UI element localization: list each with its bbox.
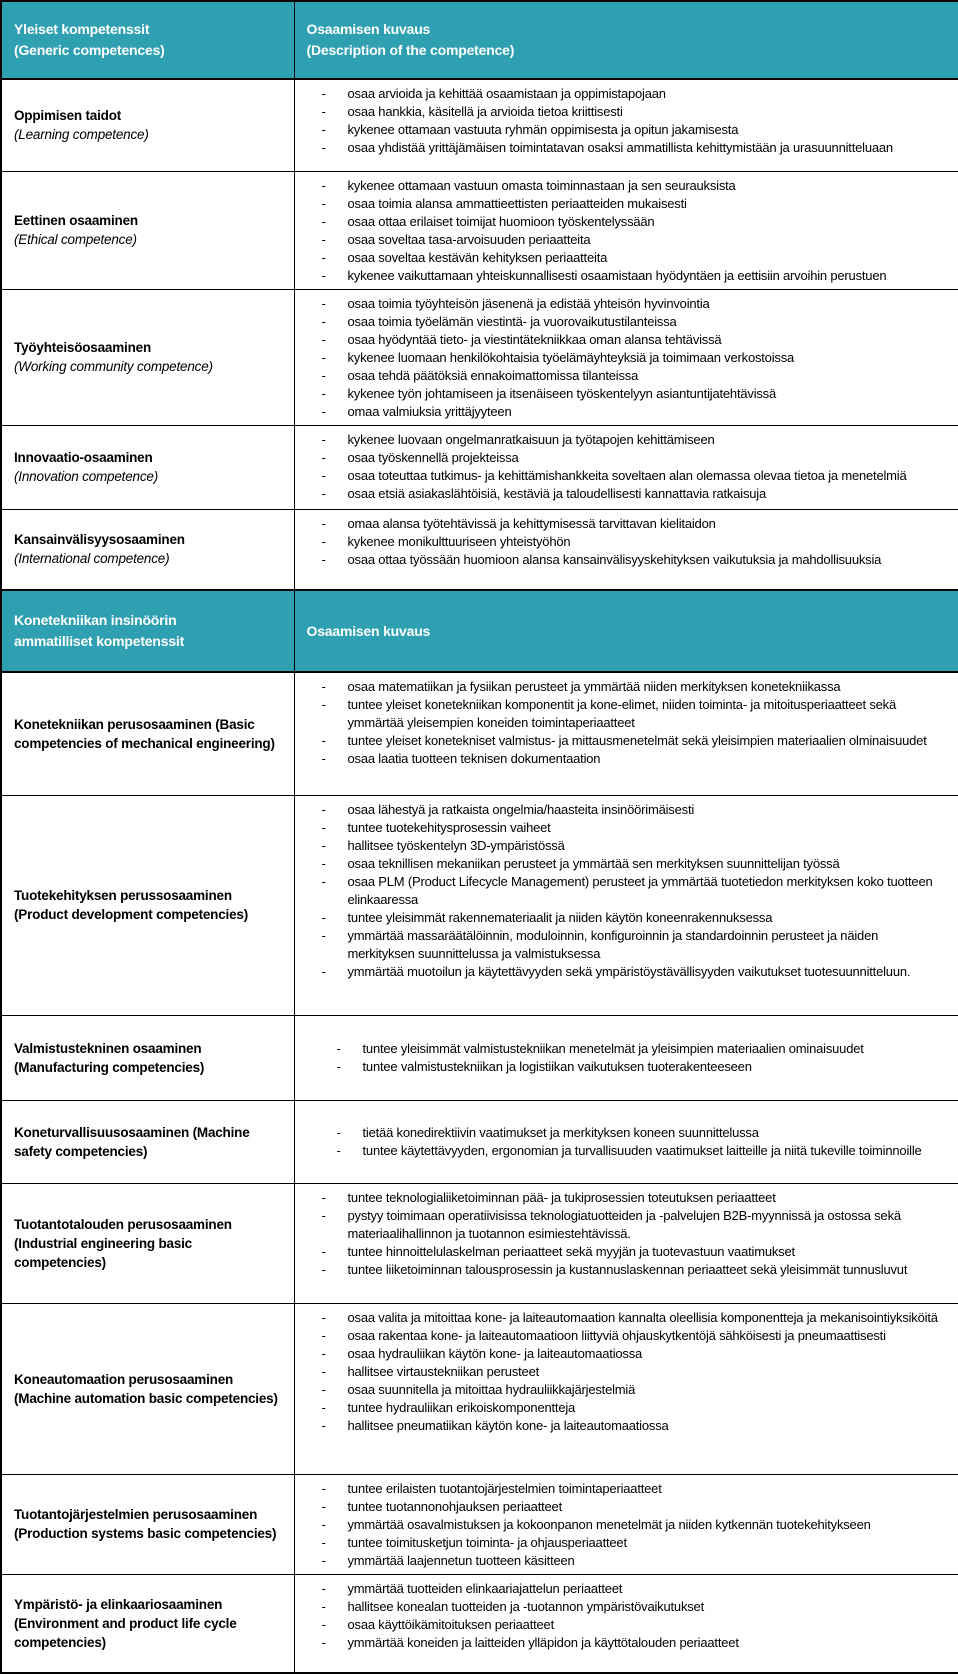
bullet-dash: -	[321, 267, 326, 283]
competence-subtitle: (Working community competence)	[14, 359, 213, 374]
bullet-item	[295, 1399, 945, 1417]
competence-description-cell	[294, 672, 958, 795]
competence-title-cell	[1, 672, 294, 795]
bullet-item	[295, 121, 945, 139]
bullet-item	[295, 313, 945, 331]
bullet-dash: -	[321, 1480, 326, 1496]
bullet-dash: -	[321, 331, 326, 347]
bullet-text: osaa hankkia, käsitellä ja arvioida tietoa kriittisesti	[347, 104, 623, 119]
bullet-item	[295, 485, 945, 503]
competence-title-cell	[1, 1303, 294, 1474]
bullet-dash: -	[321, 349, 326, 365]
bullet-text: tuntee yleisimmät rakennemateriaalit ja niiden käytön koneenrakennuksessa	[347, 909, 773, 925]
bullet-item	[295, 1243, 945, 1261]
bullet-text: tuntee yleiset konetekniikan komponentit ja kone-elimet, niiden toiminta- ja mitoitusperiaatteet sekä ymmärtää yleisempien koneiden toimintaperiaatteet	[347, 697, 896, 730]
bullet-text: kykenee työn johtamiseen ja itsenäiseen työskentelyyn asiantuntijatehtävissä	[347, 385, 777, 401]
bullet-item	[295, 909, 945, 927]
competence-description-cell	[294, 795, 958, 1015]
bullet-dash: -	[321, 485, 326, 501]
bullet-text: tuntee liiketoiminnan talousprosessin ja kustannuslaskennan periaatteet sekä yleisimmät tunnusluvut	[347, 1261, 908, 1277]
bullet-item	[295, 1534, 945, 1552]
bullet-dash: -	[336, 1125, 341, 1140]
bullet-dash: -	[321, 1598, 326, 1614]
bullet-text: ymmärtää muotoilun ja käytettävyyden sekä ympäristöystävällisyyden vaikutukset tuotesuunnitteluun.	[347, 963, 911, 979]
bullet-text: osaa toimia työelämän viestintä- ja vuorovaikutustilanteissa	[347, 313, 677, 329]
competence-description-cell	[294, 1574, 958, 1673]
bullet-text: kykenee monikulttuuriseen yhteistyöhön	[347, 533, 571, 549]
bullet-dash: -	[321, 1516, 326, 1532]
bullet-item	[295, 1345, 945, 1363]
bullet-dash: -	[321, 515, 326, 531]
bullet-text: omaa valmiuksia yrittäjyyteen	[347, 403, 512, 419]
bullet-text: osaa soveltaa tasa-arvoisuuden periaatteita	[347, 231, 591, 247]
bullet-item	[295, 431, 945, 449]
competence-row	[1, 289, 958, 425]
bullet-text: tuntee yleiset konetekniset valmistus- ja mittausmenetelmät sekä yleisimpien materiaalien olminaisuudet	[347, 733, 927, 748]
bullet-item	[295, 249, 945, 267]
bullet-dash: -	[321, 1580, 326, 1596]
competence-description-cell	[294, 1303, 958, 1474]
bullet-dash: -	[321, 837, 326, 853]
bullet-dash: -	[321, 551, 326, 567]
competence-title: Tuotantojärjestelmien perusosaaminen (Production systems basic competencies)	[14, 1507, 277, 1541]
bullet-dash: -	[321, 1363, 326, 1379]
bullet-dash: -	[321, 533, 326, 549]
bullet-dash: -	[321, 733, 326, 748]
bullet-dash: -	[321, 855, 326, 871]
bullet-dash: -	[321, 1309, 326, 1325]
bullet-dash: -	[321, 249, 326, 265]
generic-competences-body	[1, 79, 958, 590]
generic-competences-header-row	[1, 1, 958, 79]
competence-title-cell	[1, 1574, 294, 1673]
competence-row	[1, 795, 958, 1015]
bullet-text: tuntee tuotannonohjauksen periaatteet	[347, 1498, 563, 1514]
bullet-dash: -	[321, 313, 326, 329]
bullet-text: omaa alansa työtehtävissä ja kehittymisessä tarvittavan kielitaidon	[347, 515, 716, 531]
bullet-item	[295, 1616, 945, 1634]
bullet-item	[295, 1634, 945, 1652]
bullet-item	[295, 1309, 945, 1327]
bullet-dash: -	[321, 1327, 326, 1343]
competence-subtitle: (Learning competence)	[14, 127, 149, 143]
bullet-text: osaa teknillisen mekaniikan perusteet ja ymmärtää sen merkityksen suunnittelijan työssä	[347, 855, 840, 871]
competence-row	[1, 1574, 958, 1673]
bullet-item	[295, 1040, 945, 1058]
competence-title: Oppimisen taidot	[14, 108, 122, 124]
bullet-item	[295, 1580, 945, 1598]
bullet-dash: -	[321, 697, 326, 712]
bullet-item	[295, 1058, 945, 1076]
bullet-dash: -	[321, 231, 326, 247]
bullet-text: osaa soveltaa kestävän kehityksen periaatteita	[347, 249, 608, 265]
bullet-item	[295, 177, 945, 195]
bullet-dash: -	[336, 1041, 341, 1056]
header-title-en: (Description of the competence)	[306, 42, 515, 58]
bullet-dash: -	[321, 467, 326, 483]
professional-competences-table	[0, 589, 958, 1674]
bullet-item	[295, 195, 945, 213]
bullet-text: osaa yhdistää yrittäjämäisen toimintatavan osaksi ammatillista kehittymistään ja urasuunnitteluaan	[347, 140, 893, 155]
bullet-text: ymmärtää tuotteiden elinkaariajattelun periaatteet	[347, 1580, 623, 1596]
bullet-dash: -	[321, 140, 326, 155]
professional-competences-header-row	[1, 590, 958, 672]
bullet-dash: -	[321, 1345, 326, 1361]
bullet-text: pystyy toimimaan operatiivisissa teknologiatuotteiden ja -palvelujen B2B-myynnissä ja ostossa sekä materiaalihallinnon ja tuotannon esimiestehtävissä.	[347, 1207, 901, 1241]
bullet-text: osaa käyttöikämitoituksen periaatteet	[347, 1616, 554, 1632]
bullet-text: osaa suunnitella ja mitoittaa hydrauliikkajärjestelmiä	[347, 1381, 636, 1397]
bullet-text: hallitsee virtaustekniikan perusteet	[347, 1363, 540, 1379]
competence-title-cell	[1, 1183, 294, 1303]
bullet-text: osaa arvioida ja kehittää osaamistaan ja oppimistapojaan	[347, 86, 666, 101]
bullet-item	[295, 801, 945, 819]
bullet-item	[295, 1417, 945, 1435]
bullet-text: ymmärtää osavalmistuksen ja kokoonpanon menetelmät ja niiden kytkennän tuotekehitykseen	[347, 1516, 871, 1532]
bullet-text: kykenee ottamaan vastuuta ryhmän oppimisesta ja opitun jakamisesta	[347, 122, 739, 137]
competence-description-cell	[294, 509, 958, 590]
bullet-text: osaa toteuttaa tutkimus- ja kehittämishankkeita soveltaen alan olemassa olevaa tietoa ja menetelmiä	[347, 467, 907, 483]
bullet-text: osaa valita ja mitoittaa kone- ja laiteautomaation kannalta oleellisia komponentteja ja mekanisointiyksiköitä	[347, 1309, 938, 1325]
competence-row	[1, 1183, 958, 1303]
bullet-item	[295, 231, 945, 249]
competence-description-cell	[294, 171, 958, 289]
bullet-dash: -	[321, 1243, 326, 1259]
bullet-item	[295, 331, 945, 349]
bullet-dash: -	[321, 367, 326, 383]
bullet-text: tuntee erilaisten tuotantojärjestelmien toimintaperiaatteet	[347, 1480, 662, 1496]
bullet-text: osaa laatia tuotteen teknisen dokumentaation	[347, 751, 601, 766]
bullet-text: ymmärtää massaräätälöinnin, moduloinnin, konfiguroinnin ja standardoinnin perusteet ja näiden merkityksen suunnittelussa ja valmistuksessa	[347, 927, 879, 961]
bullet-item	[295, 819, 945, 837]
competence-title: Innovaatio-osaaminen	[14, 450, 153, 465]
bullet-dash: -	[336, 1059, 341, 1074]
bullet-dash: -	[321, 295, 326, 311]
competence-title-cell	[1, 795, 294, 1015]
bullet-text: osaa matematiikan ja fysiikan perusteet ja ymmärtää niiden merkityksen konetekniikassa	[347, 679, 841, 694]
bullet-item	[295, 385, 945, 403]
description-header-cell	[294, 1, 958, 79]
bullet-dash: -	[321, 86, 326, 101]
generic-competences-header-cell	[1, 1, 294, 79]
bullet-dash: -	[321, 679, 326, 694]
bullet-text: osaa toimia alansa ammattieettisten periaatteiden mukaisesti	[347, 195, 687, 211]
bullet-item	[295, 213, 945, 231]
bullet-item	[295, 533, 945, 551]
bullet-text: tuntee tuotekehitysprosessin vaiheet	[347, 819, 551, 835]
bullet-dash: -	[321, 1399, 326, 1415]
competence-row	[1, 425, 958, 509]
bullet-dash: -	[336, 1143, 341, 1158]
bullet-text: tuntee toimitusketjun toiminta- ja ohjausperiaatteet	[347, 1534, 627, 1550]
bullet-text: osaa etsiä asiakaslähtöisiä, kestäviä ja taloudellisesti kannattavia ratkaisuja	[347, 485, 767, 501]
bullet-dash: -	[321, 449, 326, 465]
competence-subtitle: (International competence)	[14, 551, 170, 567]
bullet-dash: -	[321, 403, 326, 419]
competence-row	[1, 79, 958, 171]
bullet-dash: -	[321, 1534, 326, 1550]
bullet-text: tuntee hinnoittelulaskelman periaatteet sekä myyjän ja tuotevastuun vaatimukset	[347, 1243, 795, 1259]
competence-title: Ympäristö- ja elinkaariosaaminen (Environment and product life cycle competencies)	[14, 1596, 237, 1650]
competence-description-cell	[294, 1100, 958, 1183]
bullet-item	[295, 1327, 945, 1345]
competence-description-cell	[294, 1183, 958, 1303]
competence-title: Eettinen osaaminen	[14, 213, 138, 228]
bullet-text: tuntee yleisimmät valmistustekniikan menetelmät ja yleisimpien materiaalien ominaisuudet	[362, 1041, 864, 1056]
competence-title-cell	[1, 79, 294, 171]
bullet-item	[295, 1207, 945, 1243]
competence-description-cell	[294, 425, 958, 509]
competence-subtitle: (Ethical competence)	[14, 232, 137, 247]
bullet-item	[295, 963, 945, 981]
bullet-dash: -	[321, 1498, 326, 1514]
bullet-dash: -	[321, 819, 326, 835]
bullet-item	[295, 139, 945, 157]
competence-row	[1, 1303, 958, 1474]
bullet-dash: -	[321, 385, 326, 401]
competence-row	[1, 509, 958, 590]
bullet-text: kykenee luovaan ongelmanratkaisuun ja työtapojen kehittämiseen	[347, 431, 715, 447]
bullet-item	[295, 1363, 945, 1381]
bullet-dash: -	[321, 431, 326, 447]
bullet-item	[295, 1598, 945, 1616]
competence-row	[1, 1474, 958, 1574]
bullet-item	[295, 515, 945, 533]
competence-row	[1, 1015, 958, 1100]
description-header-cell	[294, 590, 958, 672]
bullet-item	[295, 696, 945, 732]
competence-description-cell	[294, 79, 958, 171]
bullet-text: kykenee luomaan henkilökohtaisia työelämäyhteyksiä ja toimimaan verkostoissa	[347, 349, 795, 365]
bullet-item	[295, 732, 945, 750]
bullet-item	[295, 367, 945, 385]
bullet-text: ymmärtää koneiden ja laitteiden ylläpidon ja käyttötalouden periaatteet	[347, 1634, 739, 1650]
bullet-text: tuntee valmistustekniikan ja logistiikan vaikutuksen tuoterakenteeseen	[362, 1059, 752, 1074]
bullet-item	[295, 103, 945, 121]
bullet-text: osaa ottaa työssään huomioon alansa kansainvälisyyskehityksen vaikutuksia ja mahdollisuuksia	[347, 551, 882, 567]
bullet-item	[295, 1498, 945, 1516]
bullet-dash: -	[321, 1381, 326, 1397]
bullet-dash: -	[321, 963, 326, 979]
bullet-dash: -	[321, 195, 326, 211]
bullet-dash: -	[321, 909, 326, 925]
competence-subtitle: (Innovation competence)	[14, 469, 158, 484]
bullet-text: kykenee ottamaan vastuun omasta toiminnastaan ja sen seurauksista	[347, 177, 736, 193]
competence-title: Tuotantotalouden perusosaaminen (Industrial engineering basic competencies)	[14, 1216, 232, 1270]
bullet-item	[295, 1189, 945, 1207]
competence-description-cell	[294, 289, 958, 425]
bullet-text: hallitsee työskentelyn 3D-ympäristössä	[347, 837, 565, 853]
bullet-item	[295, 295, 945, 313]
bullet-dash: -	[321, 927, 326, 943]
header-title-en: (Generic competences)	[14, 42, 165, 58]
bullet-dash: -	[321, 177, 326, 193]
bullet-item	[295, 1480, 945, 1498]
bullet-item	[295, 551, 945, 569]
bullet-item	[295, 1261, 945, 1279]
competence-description-cell	[294, 1015, 958, 1100]
competence-title: Valmistustekninen osaaminen (Manufacturing competencies)	[14, 1040, 205, 1075]
competence-title: Tuotekehityksen perussosaaminen (Product development competencies)	[14, 888, 248, 922]
bullet-text: osaa hydrauliikan käytön kone- ja laiteautomaatiossa	[347, 1345, 643, 1361]
bullet-dash: -	[321, 104, 326, 119]
professional-competences-header-cell	[1, 590, 294, 672]
bullet-item	[295, 750, 945, 768]
bullet-text: osaa rakentaa kone- ja laiteautomaatioon liittyviä ohjauskytkentöjä sähköisesti ja pneumaattisesti	[347, 1327, 886, 1343]
header-title-line1: Konetekniikan insinöörin	[14, 612, 177, 628]
bullet-text: osaa tehdä päätöksiä ennakoimattomissa tilanteissa	[347, 367, 639, 383]
competence-title: Koneautomaation perusosaaminen (Machine automation basic competencies)	[14, 1371, 278, 1406]
competence-row	[1, 171, 958, 289]
bullet-item	[295, 403, 945, 421]
generic-competences-table	[0, 0, 958, 591]
bullet-item	[295, 449, 945, 467]
competence-title-cell	[1, 509, 294, 590]
bullet-dash: -	[321, 1634, 326, 1650]
header-title-fi: Osaamisen kuvaus	[306, 21, 431, 37]
bullet-text: tuntee käytettävyyden, ergonomian ja turvallisuuden vaatimukset laitteille ja niitä tukeville toiminnoille	[362, 1143, 922, 1158]
bullet-text: osaa PLM (Product Lifecycle Management) perusteet ja ymmärtää tuotetiedon merkityksen koko tuotteen elinkaaressa	[347, 873, 933, 907]
bullet-text: hallitsee pneumatiikan käytön kone- ja laiteautomaatiossa	[347, 1417, 669, 1433]
competence-row	[1, 1100, 958, 1183]
bullet-text: ymmärtää laajennetun tuotteen käsitteen	[347, 1552, 575, 1568]
competence-title-cell	[1, 1100, 294, 1183]
bullet-item	[295, 927, 945, 963]
bullet-dash: -	[321, 1189, 326, 1205]
bullet-item	[295, 837, 945, 855]
competence-title-cell	[1, 289, 294, 425]
bullet-dash: -	[321, 122, 326, 137]
bullet-text: osaa työskennellä projekteissa	[347, 449, 519, 465]
competence-title: Konetekniikan perusosaaminen (Basic competencies of mechanical engineering)	[14, 716, 275, 751]
bullet-item	[295, 467, 945, 485]
competence-title-cell	[1, 1474, 294, 1574]
bullet-dash: -	[321, 1616, 326, 1632]
header-title-line2: ammatilliset kompetenssit	[14, 633, 185, 649]
bullet-text: osaa lähestyä ja ratkaista ongelmia/haasteita insinöörimäisesti	[347, 801, 695, 817]
bullet-item	[295, 1142, 945, 1160]
competence-title: Kansainvälisyysosaaminen	[14, 532, 185, 548]
competence-title-cell	[1, 1015, 294, 1100]
bullet-item	[295, 85, 945, 103]
bullet-dash: -	[321, 1261, 326, 1277]
bullet-item	[295, 1381, 945, 1399]
header-title-fi: Yleiset kompetenssit	[14, 21, 150, 37]
competence-row	[1, 672, 958, 795]
bullet-dash: -	[321, 801, 326, 817]
competence-title: Koneturvallisuusosaaminen (Machine safety competencies)	[14, 1124, 250, 1159]
bullet-dash: -	[321, 1552, 326, 1568]
competence-title-cell	[1, 171, 294, 289]
bullet-item	[295, 873, 945, 909]
professional-competences-body	[1, 672, 958, 1673]
bullet-dash: -	[321, 1207, 326, 1223]
competence-description-cell	[294, 1474, 958, 1574]
bullet-item	[295, 1124, 945, 1142]
bullet-item	[295, 267, 945, 285]
bullet-dash: -	[321, 1417, 326, 1433]
competence-title-cell	[1, 425, 294, 509]
competence-title: Työyhteisöosaaminen	[14, 340, 151, 355]
bullet-item	[295, 349, 945, 367]
bullet-item	[295, 1516, 945, 1534]
bullet-dash: -	[321, 873, 326, 889]
header-title-line1: Osaamisen kuvaus	[306, 622, 431, 639]
bullet-text: osaa hyödyntää tieto- ja viestintätekniikkaa oman alansa tehtävissä	[347, 331, 722, 347]
bullet-text: tuntee teknologialiiketoiminnan pää- ja tukiprosessien toteutuksen periaatteet	[347, 1189, 776, 1205]
bullet-text: osaa toimia työyhteisön jäsenenä ja edistää yhteisön hyvinvointia	[347, 295, 710, 311]
bullet-dash: -	[321, 751, 326, 766]
bullet-item	[295, 855, 945, 873]
bullet-text: tietää konedirektiivin vaatimukset ja merkityksen koneen suunnittelussa	[362, 1125, 759, 1140]
bullet-text: tuntee hydrauliikan erikoiskomponentteja	[347, 1399, 576, 1415]
bullet-text: osaa ottaa erilaiset toimijat huomioon työskentelyssään	[347, 213, 655, 229]
bullet-item	[295, 678, 945, 696]
bullet-text: hallitsee konealan tuotteiden ja -tuotannon ympäristövaikutukset	[347, 1598, 704, 1614]
bullet-dash: -	[321, 213, 326, 229]
bullet-text: kykenee vaikuttamaan yhteiskunnallisesti osaamistaan hyödyntäen ja eettisiin arvoihin perustuen	[347, 267, 887, 283]
bullet-item	[295, 1552, 945, 1570]
